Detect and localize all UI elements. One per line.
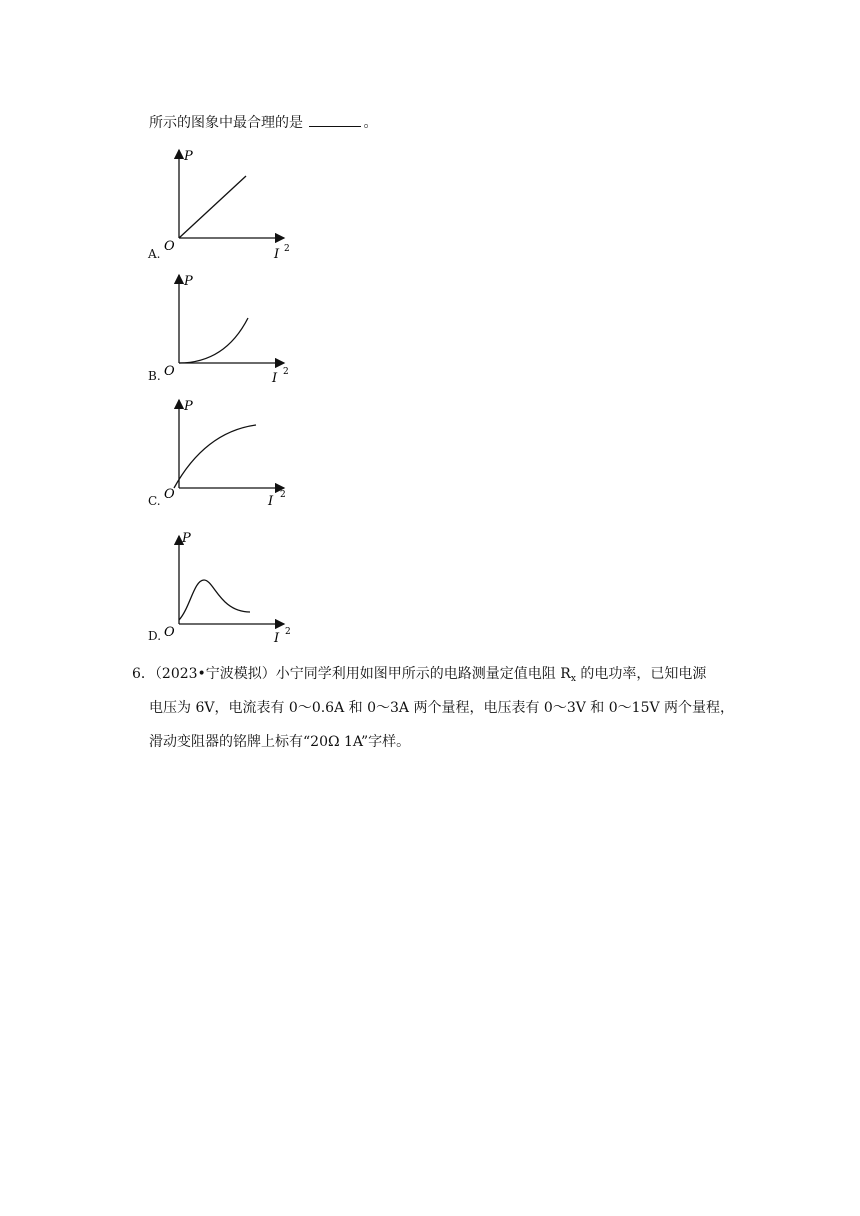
- question-5-end: 。: [363, 115, 378, 131]
- curve-linear: [179, 176, 246, 238]
- question-6-text-a: （2023•宁波模拟）小宁同学利用如图甲所示的电路测量定值电阻 R: [154, 666, 571, 682]
- origin-label: O: [164, 239, 175, 254]
- axis-i-label: I: [274, 631, 280, 646]
- option-a-graph: [160, 142, 300, 267]
- option-a-label[interactable]: A.: [148, 247, 161, 261]
- axis-p-label: P: [184, 274, 193, 289]
- axis-p-label: P: [184, 399, 193, 414]
- axis-p-label: P: [182, 531, 191, 546]
- option-d-graph: [160, 528, 300, 653]
- answer-blank[interactable]: [309, 112, 361, 127]
- origin-label: O: [164, 487, 175, 502]
- question-6-line-1: [132, 664, 706, 689]
- axis-i-label: I: [272, 371, 278, 386]
- question-5-text: 所示的图象中最合理的是: [149, 115, 303, 131]
- axis-i-exp: 2: [284, 244, 290, 254]
- option-c-graph: [160, 392, 300, 517]
- resistor-subscript: x: [570, 674, 576, 684]
- option-b-graph: [160, 267, 300, 392]
- curve-concave-down: [174, 425, 256, 488]
- curve-peak: [179, 580, 250, 620]
- question-6-line-3: 滑动变阻器的铭牌上标有“20Ω 1A”字样。: [149, 734, 411, 750]
- origin-label: O: [164, 364, 175, 379]
- question-6-text-b: 的电功率，已知电源: [575, 666, 707, 682]
- axis-i-exp: 2: [280, 490, 286, 500]
- question-6-line-2: 电压为 6V，电流表有 0～0.6A 和 0～3A 两个量程，电压表有 0～3V 和 0～15V 两个量程，: [149, 700, 735, 716]
- curve-concave-up: [179, 318, 248, 363]
- axis-i-label: I: [268, 494, 274, 509]
- option-b-label[interactable]: B.: [148, 369, 161, 383]
- axis-p-label: P: [184, 149, 193, 164]
- axis-i-exp: 2: [283, 367, 289, 377]
- axis-i-exp: 2: [285, 627, 291, 637]
- origin-label: O: [164, 625, 175, 640]
- question-5-tail: [149, 112, 377, 133]
- option-d-label[interactable]: D.: [148, 629, 162, 643]
- axis-i-label: I: [274, 247, 280, 262]
- question-6-number: 6．: [132, 666, 155, 682]
- option-c-label[interactable]: C.: [148, 494, 161, 508]
